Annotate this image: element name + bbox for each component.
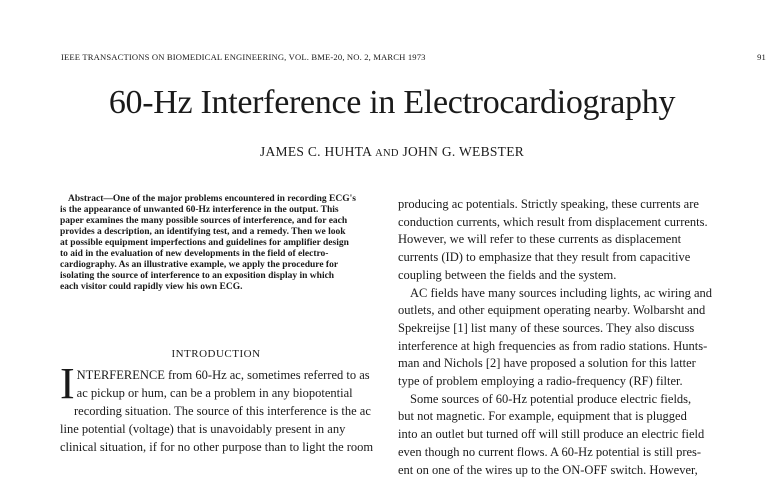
body-line: currents (ID) to emphasize that they result from capacitive — [398, 250, 691, 265]
body-line: coupling between the fields and the system. — [398, 267, 617, 282]
author-name: JAMES C. HUHTA — [259, 144, 372, 159]
body-line: outlets, and other equipment operating nearby. Wolbarsht and — [398, 303, 706, 318]
body-line: even though no current flows. A 60-Hz potential is still pres- — [398, 444, 702, 459]
body-line: man and Nichols [2] have proposed a solution for this latter — [398, 356, 696, 371]
author-name: JOHN G. WEBSTER — [402, 144, 525, 159]
body-line: Spekreijse [1] list many of these sources. They also discuss — [398, 320, 695, 335]
running-header — [61, 52, 766, 62]
author-conjunction: AND — [375, 148, 399, 159]
abstract-line: to aid in the evaluation of new developments in the field of electro- — [60, 249, 329, 259]
body-line: conduction currents, which result from displacement currents. — [398, 214, 708, 229]
body-line: producing ac potentials. Strictly speaking, these currents are — [398, 197, 699, 211]
abstract-line: provides a description, an identifying test, and a remedy. Then we look — [60, 227, 346, 237]
page-number: 91 — [757, 52, 766, 62]
journal-citation: IEEE TRANSACTIONS ON BIOMEDICAL ENGINEERING, VOL. BME-20, NO. 2, MARCH 1973 — [61, 52, 426, 62]
abstract-line: isolating the source of interference to an exposition display in which — [60, 271, 335, 281]
drop-cap: I — [60, 359, 75, 408]
body-line: ent on one of the wires up to the ON-OFF switch. However, — [398, 462, 698, 477]
body-line: recording situation. The source of this interference is the ac — [74, 404, 371, 418]
body-line: line potential (voltage) that is unavoidably present in any — [60, 422, 346, 436]
right-column — [398, 196, 770, 479]
body-line: type of problem employing a radio-frequency (RF) filter. — [398, 374, 683, 389]
body-line: ac pickup or hum, can be a problem in any biopotential — [76, 386, 353, 400]
abstract — [60, 194, 372, 293]
author-line — [0, 144, 784, 160]
paper-title: 60-Hz Interference in Electrocardiography — [108, 84, 676, 121]
abstract-line: each visitor could rapidly view his own ECG. — [60, 282, 243, 292]
body-line: into an outlet but turned off will still produce an electric field — [398, 427, 705, 442]
introduction-body — [60, 359, 374, 456]
abstract-line: paper examines the many possible sources of interference, and for each — [60, 216, 348, 226]
abstract-line: is the appearance of unwanted 60-Hz interference in the output. This — [60, 205, 339, 215]
body-line: Some sources of 60-Hz potential produce electric fields, — [410, 391, 692, 406]
body-line: clinical situation, if for no other purpose than to light the room — [60, 440, 374, 454]
body-line: However, we will refer to these currents as displacement — [398, 232, 682, 247]
abstract-line: Abstract—One of the major problems encountered in recording ECG's — [68, 194, 356, 204]
abstract-line: cardiography. As an illustrative example, we apply the procedure for — [60, 260, 339, 270]
left-column — [60, 194, 372, 293]
body-line: AC fields have many sources including lights, ac wiring and — [410, 285, 713, 300]
body-line: but not magnetic. For example, equipment that is plugged — [398, 409, 687, 424]
abstract-line: at possible equipment imperfections and guidelines for amplifier design — [60, 238, 349, 248]
body-line: NTERFERENCE from 60-Hz ac, sometimes referred to as — [76, 368, 370, 382]
section-heading-introduction: INTRODUCTION — [171, 348, 261, 360]
body-line: interference at high frequencies as from radio stations. Hunts- — [398, 338, 708, 353]
